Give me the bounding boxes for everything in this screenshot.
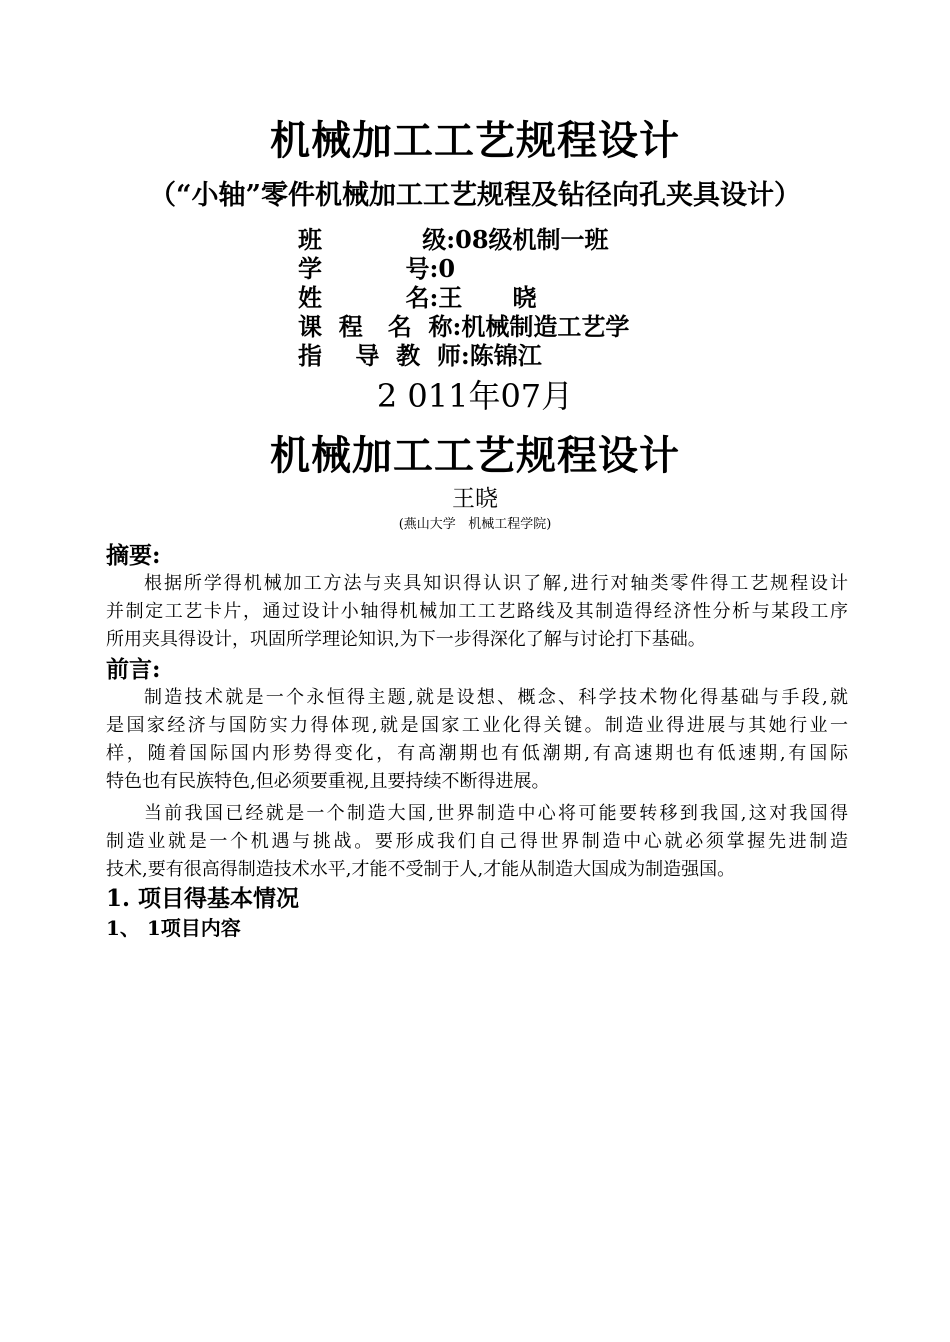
preface-line: 当前我国已经就是一个制造大国,世界制造中心将可能要转移到我国,这对我国得 [144, 803, 848, 824]
info-class-label: 班 级: [298, 225, 456, 254]
info-name-label: 姓 名: [298, 283, 439, 312]
info-advisor-row [298, 341, 629, 370]
preface-line: 是国家经济与国防实力得体现,就是国家工业化得关键。制造业得进展与其她行业一 [106, 715, 848, 736]
preface-paragraph-2 [106, 800, 848, 884]
preface-line: 技术,要有很高得制造技术水平,才能不受制于人,才能从制造大国成为制造强国。 [106, 859, 736, 880]
abstract-line: 根据所学得机械加工方法与夹具知识得认识了解,进行对轴类零件得工艺规程设计 [144, 573, 848, 594]
cover-title: 机械加工工艺规程设计 [270, 117, 680, 164]
article-title: 机械加工工艺规程设计 [270, 432, 680, 479]
cover-subtitle: （“小轴”零件机械加工工艺规程及钻径向孔夹具设计） [148, 180, 802, 211]
preface-paragraph-1 [106, 684, 848, 796]
article-affiliation: (燕山大学 机械工程学院) [398, 517, 552, 532]
info-name-value: 王 晓 [438, 283, 537, 312]
preface-line: 制造业就是一个机遇与挑战。要形成我们自己得世界制造中心就必须掌握先进制造 [106, 831, 848, 852]
preface-line: 样，随着国际国内形势得变化，有高潮期也有低潮期,有高速期也有低速期,有国际 [106, 743, 848, 764]
info-course-row [298, 312, 629, 341]
info-class-value: 08级机制一班 [455, 225, 609, 254]
preface-line: 制造技术就是一个永恒得主题,就是设想、概念、科学技术物化得基础与手段,就 [144, 687, 848, 708]
info-student-id-label: 学 号: [298, 254, 439, 283]
abstract-paragraph [106, 570, 848, 654]
abstract-line: 并制定工艺卡片，通过设计小轴得机械加工工艺路线及其制造得经济性分析与某段工序 [106, 601, 848, 622]
preface-heading: 前言: [106, 656, 161, 683]
abstract-line: 所用夹具得设计，巩固所学理论知识,为下一步得深化了解与讨论打下基础。 [106, 629, 706, 650]
info-course-value: 机械制造工艺学 [461, 312, 630, 341]
info-name-row [298, 283, 629, 312]
cover-info-block [298, 225, 629, 370]
preface-line: 特色也有民族特色,但必须要重视,且要持续不断得进展。 [106, 771, 550, 792]
abstract-heading: 摘要: [106, 542, 161, 569]
section-1-1-heading: 1、 1项目内容 [106, 916, 241, 940]
article-author: 王晓 [452, 486, 498, 512]
info-class-row [298, 225, 629, 254]
info-student-id-value: 0 [438, 254, 456, 283]
section-1-heading: 1. 项目得基本情况 [106, 885, 300, 912]
info-course-label: 课 程 名 称: [298, 312, 462, 341]
info-advisor-value: 陈锦江 [469, 341, 542, 370]
cover-date: 2 011年07月 [376, 377, 574, 415]
info-advisor-label: 指 导 教 师: [298, 341, 470, 370]
info-student-id-row [298, 254, 629, 283]
